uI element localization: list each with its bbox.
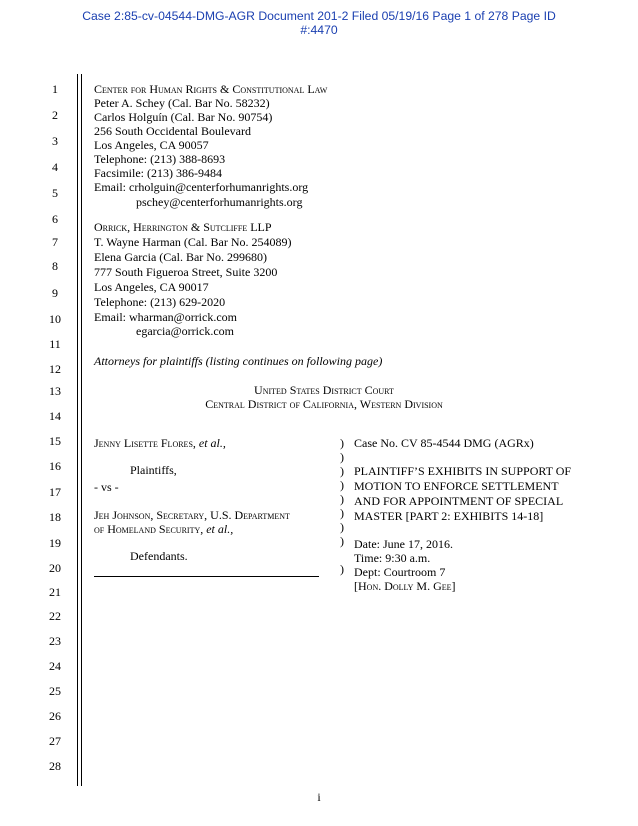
line-number: 3 xyxy=(52,134,58,148)
line-number: 19 xyxy=(49,536,61,550)
counsel1-line: Los Angeles, CA 90057 xyxy=(94,138,209,152)
caption-paren: ) xyxy=(340,562,344,576)
counsel1-email2: pschey@centerforhumanrights.org xyxy=(136,195,303,209)
hearing-dept: Dept: Courtroom 7 xyxy=(354,565,446,579)
defendant-etal: et al., xyxy=(206,522,234,536)
page-number: i xyxy=(317,790,321,804)
counsel2-email2: egarcia@orrick.com xyxy=(136,324,234,338)
document-title-line: AND FOR APPOINTMENT OF SPECIAL xyxy=(354,494,564,508)
versus: - vs - xyxy=(94,480,119,494)
line-number: 1 xyxy=(52,82,58,96)
line-number: 8 xyxy=(52,259,58,273)
plaintiff-name xyxy=(94,436,226,450)
line-number: 27 xyxy=(49,734,61,748)
document-title-line: PLAINTIFF’S EXHIBITS IN SUPPORT OF xyxy=(354,464,572,478)
defendant-line2-text: of Homeland Security, xyxy=(94,522,204,536)
ecf-header-line2: #:4470 xyxy=(300,23,338,37)
caption-paren: ) xyxy=(340,492,344,506)
counsel1-line: Telephone: (213) 388-8693 xyxy=(94,152,226,166)
left-margin-rule-2 xyxy=(81,74,82,786)
line-number: 20 xyxy=(49,561,61,575)
line-number: 4 xyxy=(52,160,58,174)
court-division: Central District of California, Western Division xyxy=(205,397,443,411)
counsel1-line: Peter A. Schey (Cal. Bar No. 58232) xyxy=(94,96,270,110)
line-number: 17 xyxy=(49,485,61,499)
line-number: 22 xyxy=(49,609,61,623)
line-number: 11 xyxy=(49,337,61,351)
line-number: 16 xyxy=(49,459,61,473)
line-number: 5 xyxy=(52,186,58,200)
caption-paren: ) xyxy=(340,450,344,464)
caption-underline xyxy=(94,576,319,577)
counsel2-line: Email: wharman@orrick.com xyxy=(94,310,238,324)
line-number: 2 xyxy=(52,108,58,122)
judge-name: [Hon. Dolly M. Gee] xyxy=(354,579,456,593)
line-number: 18 xyxy=(49,510,61,524)
counsel2-line: Elena Garcia (Cal. Bar No. 299680) xyxy=(94,250,267,264)
line-number: 28 xyxy=(49,759,61,773)
counsel2-line: T. Wayne Harman (Cal. Bar No. 254089) xyxy=(94,235,292,249)
attorneys-note: Attorneys for plaintiffs (listing continues on following page) xyxy=(94,354,383,368)
line-number: 26 xyxy=(49,709,61,723)
line-number: 10 xyxy=(49,312,61,326)
line-number: 12 xyxy=(49,362,61,376)
counsel1-line: Carlos Holguín (Cal. Bar No. 90754) xyxy=(94,110,273,124)
defendant-line2 xyxy=(94,522,233,536)
counsel2-line: 777 South Figueroa Street, Suite 3200 xyxy=(94,265,278,279)
counsel2-firm: Orrick, Herrington & Sutcliffe LLP xyxy=(94,220,272,234)
counsel1-line: Email: crholguin@centerforhumanrights.org xyxy=(94,180,309,194)
line-number: 14 xyxy=(49,409,61,423)
counsel1-firm: Center for Human Rights & Constitutional Law xyxy=(94,82,328,96)
counsel1-line: 256 South Occidental Boulevard xyxy=(94,124,251,138)
document-title-line: MOTION TO ENFORCE SETTLEMENT xyxy=(354,479,559,493)
line-number: 13 xyxy=(49,384,61,398)
caption-paren: ) xyxy=(340,478,344,492)
hearing-date: Date: June 17, 2016. xyxy=(354,537,453,551)
defendant-line1: Jeh Johnson, Secretary, U.S. Department xyxy=(94,508,290,522)
defendant-role: Defendants. xyxy=(130,549,188,563)
caption-paren: ) xyxy=(340,520,344,534)
caption-paren: ) xyxy=(340,534,344,548)
line-number: 6 xyxy=(52,212,58,226)
line-number: 7 xyxy=(52,235,58,249)
caption-paren: ) xyxy=(340,464,344,478)
line-number: 23 xyxy=(49,634,61,648)
line-number: 15 xyxy=(49,434,61,448)
caption-paren: ) xyxy=(340,506,344,520)
line-number: 25 xyxy=(49,684,61,698)
plaintiff-name-text: Jenny Lisette Flores, xyxy=(94,436,196,450)
left-margin-rule-1 xyxy=(77,74,78,786)
ecf-header-line1: Case 2:85-cv-04544-DMG-AGR Document 201-2 Filed 05/19/16 Page 1 of 278 Page ID xyxy=(82,9,556,23)
document-title-line: MASTER [PART 2: EXHIBITS 14-18] xyxy=(354,509,544,523)
line-number: 24 xyxy=(49,659,61,673)
caption-paren: ) xyxy=(340,436,344,450)
case-number: Case No. CV 85-4544 DMG (AGRx) xyxy=(354,436,534,450)
line-number: 21 xyxy=(49,585,61,599)
counsel2-line: Telephone: (213) 629-2020 xyxy=(94,295,226,309)
line-number: 9 xyxy=(52,286,58,300)
counsel2-line: Los Angeles, CA 90017 xyxy=(94,280,209,294)
hearing-time: Time: 9:30 a.m. xyxy=(354,551,431,565)
court-name: United States District Court xyxy=(254,383,394,397)
counsel1-line: Facsimile: (213) 386-9484 xyxy=(94,166,222,180)
plaintiff-etal: et al., xyxy=(198,436,226,450)
plaintiff-role: Plaintiffs, xyxy=(130,463,177,477)
